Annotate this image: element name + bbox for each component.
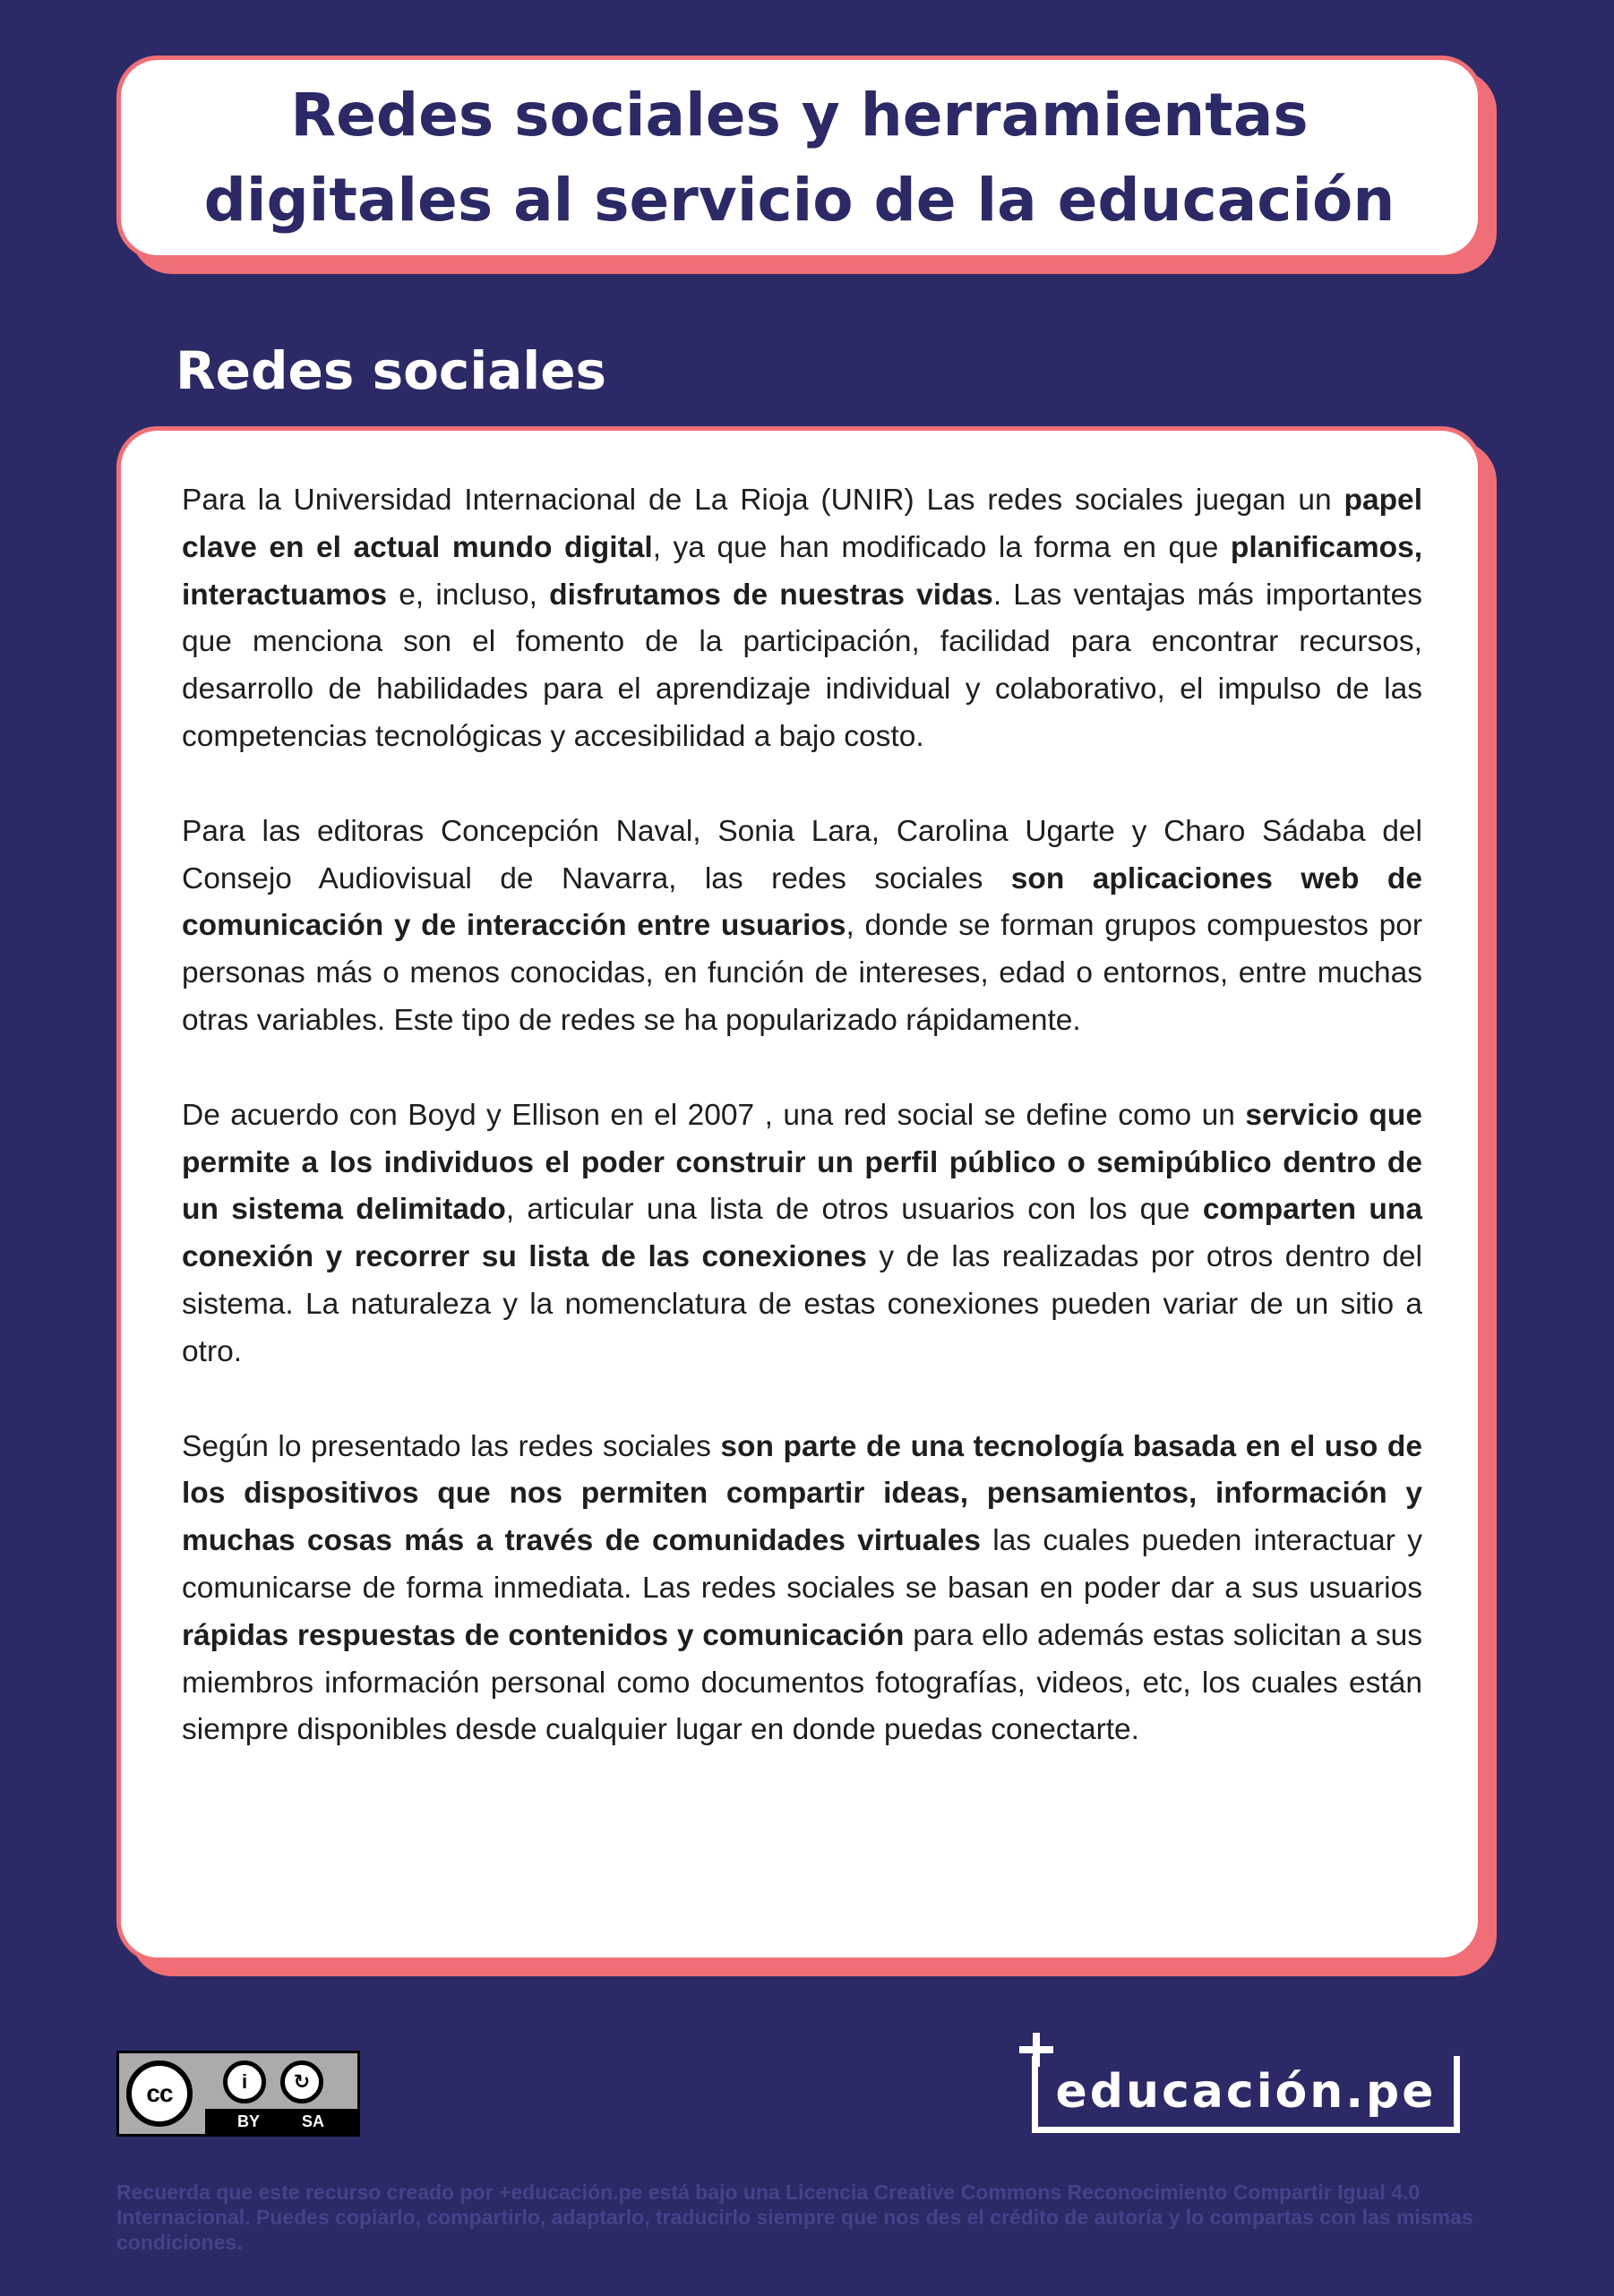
paragraph-boyd-ellison xyxy=(182,1092,1422,1376)
title-line-2: digitales al servicio de la educación xyxy=(203,166,1395,235)
bold-run: son aplicaciones web de comunicación y de interacción entre usuarios xyxy=(182,861,1422,943)
paragraph-editoras xyxy=(182,809,1422,1045)
content-card xyxy=(116,426,1482,1962)
attribution-icon: i xyxy=(223,2060,266,2103)
page-title xyxy=(204,73,1395,243)
text-run: Según lo presentado las redes sociales xyxy=(182,1429,721,1463)
license-notice: Recuerda que este recurso creado por +educación.pe está bajo una Licencia Creative Commons Reconocimiento Compartir Igual 4.0 Internacional. Puedes copiarlo, compartirlo, adaptarlo, traducirlo siempre que nos des el crédito de autoría y lo compartas con las mismas condiciones. xyxy=(116,2180,1473,2254)
text-run: . Las ventajas más importantes que menciona son el fomento de la participación, facilidad para encontrar recursos, desarrollo de habilidades para el aprendizaje individual y colaborativo, el impulso de las competencias tecnológicas y accesibilidad a bajo costo. xyxy=(182,578,1422,753)
paragraph-unir xyxy=(182,477,1422,761)
text-run: y de las realizadas por otros dentro del sistema. La naturaleza y la nomenclatura de estas conexiones pueden variar de un sitio a otro. xyxy=(182,1240,1423,1368)
text-run: para ello además estas solicitan a sus miembros información personal como documentos fotografías, videos, etc, los cuales están siempre disponibles desde cualquier lugar en donde puedas conectarte. xyxy=(182,1618,1422,1747)
bold-run: comparten una conexión y recorrer su lista de las conexiones xyxy=(182,1193,1422,1274)
text-run: e, incluso, xyxy=(387,578,550,612)
logo-text: educación.pe xyxy=(1055,2064,1437,2119)
bold-run: rápidas respuestas de contenidos y comunicación xyxy=(182,1618,905,1652)
title-card xyxy=(116,56,1482,260)
bold-run: disfrutamos de nuestras vidas xyxy=(549,578,993,612)
bold-run: son parte de una tecnología basada en el uso de los dispositivos que nos permiten compartir ideas, pensamientos, información y muchas cosas más a través de comunidades virtuales xyxy=(182,1429,1422,1558)
paragraph-conclusion xyxy=(182,1424,1422,1755)
cc-label-strip xyxy=(205,2109,357,2134)
text-run: las cuales pueden interactuar y comunicarse de forma inmediata. Las redes sociales se basan en poder dar a sus usuarios xyxy=(182,1524,1422,1605)
cc-by-label: BY xyxy=(237,2112,261,2130)
cc-sa-label: SA xyxy=(302,2112,325,2130)
section-title: Redes sociales xyxy=(176,340,607,401)
text-run: , articular una lista de otros usuarios con los que xyxy=(505,1193,1203,1227)
text-run: , ya que han modificado la forma en que xyxy=(652,530,1231,564)
bold-run: planificamos, interactuamos xyxy=(182,530,1423,612)
title-line-1: Redes sociales y herramientas xyxy=(290,81,1309,150)
share-alike-icon: ↻ xyxy=(280,2060,323,2103)
cc-license-badge xyxy=(116,2051,360,2137)
educacion-pe-logo xyxy=(1032,2056,1460,2133)
text-run: , donde se forman grupos compuestos por personas más o menos conocidas, en función de intereses, edad o entornos, entre muchas otras variables. Este tipo de redes se ha popularizado rápidamente. xyxy=(182,909,1422,1037)
text-run: Para la Universidad Internacional de La Rioja (UNIR) Las redes sociales juegan un xyxy=(182,484,1344,517)
cc-icon: cc xyxy=(126,2060,193,2127)
text-run: De acuerdo con Boyd y Ellison en el 2007 , una red social se define como un xyxy=(182,1098,1246,1132)
bold-run: servicio que permite a los individuos el poder construir un perfil público o semipúblico dentro de un sistema delimitado xyxy=(182,1098,1422,1227)
text-run: Para las editoras Concepción Naval, Sonia Lara, Carolina Ugarte y Charo Sádaba del Consejo Audiovisual de Navarra, las redes sociales xyxy=(182,814,1422,895)
bold-run: papel clave en el actual mundo digital xyxy=(182,484,1422,564)
